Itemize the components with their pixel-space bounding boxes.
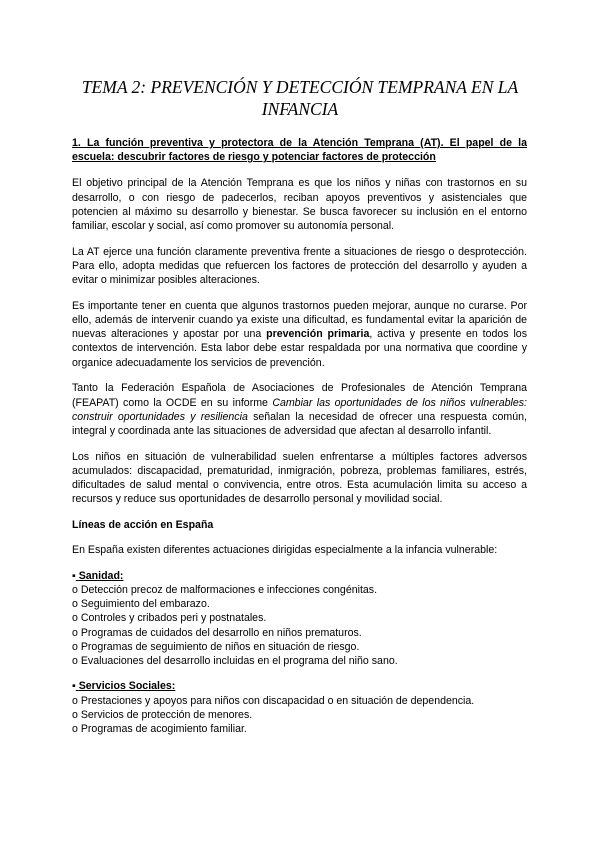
list-item: o Evaluaciones del desarrollo incluidas en el programa del niño sano. <box>72 655 398 668</box>
paragraph-vulnerability: Los niños en situación de vulnerabilidad suelen enfrentarse a múltiples factores adversos acumulados: discapacidad, prematuridad, inmigración, pobreza, problemas familiares, estrés, dificultades de salud mental o convivencia, entre otros. Esta acumulación limita su acceso a recursos y reduce sus oportunidades de desarrollo personal y movilidad social. <box>72 450 527 506</box>
report-title: Cambiar las oportunidades de los niños vulnerables: construir oportunidades y resiliencia <box>72 396 527 423</box>
group-title: Servicios Sociales: <box>78 680 176 693</box>
bullet-icon: ▪ <box>72 680 76 693</box>
section-heading: 1. La función preventiva y protectora de la Atención Temprana (AT). El papel de la escuela: descubrir factores de riesgo y potenciar factores de protección <box>72 137 527 164</box>
group-servicios-sociales <box>72 679 527 736</box>
document-body <box>72 136 527 747</box>
group-title: Sanidad: <box>78 569 124 582</box>
item-list <box>72 583 527 668</box>
page-title: TEMA 2: PREVENCIÓN Y DETECCIÓN TEMPRANA EN LA INFANCIA <box>81 77 519 119</box>
list-item: o Programas de acogimiento familiar. <box>72 722 247 735</box>
list-item: o Servicios de protección de menores. <box>72 708 253 721</box>
bullet-icon: ▪ <box>72 569 76 582</box>
bold-term: prevención primaria <box>266 328 370 341</box>
group-sanidad <box>72 569 527 668</box>
text-segment: Es importante tener en cuenta que algunos trastornos pueden mejorar, aunque no curarse. Por ello, además de intervenir cuando ya existe una dificultad, es fundamental evitar la aparición de nuevas alteraciones y apostar por una <box>72 299 527 341</box>
list-item: o Controles y cribados peri y postnatales. <box>72 612 267 625</box>
subheading: Líneas de acción en España <box>72 518 214 531</box>
list-item: o Prestaciones y apoyos para niños con discapacidad o en situación de dependencia. <box>72 694 475 707</box>
paragraph-objective: El objetivo principal de la Atención Temprana es que los niños y niñas con trastornos en su desarrollo, o con riesgo de padecerlos, reciban apoyos preventivos y asistenciales que potencien al máximo su desarrollo y bienestar. Se busca favorecer su inclusión en el entorno familiar, escolar y social, así como promover su autonomía personal. <box>72 177 527 233</box>
list-item: o Seguimiento del embarazo. <box>72 598 210 611</box>
list-item: o Programas de cuidados del desarrollo en niños prematuros. <box>72 626 362 639</box>
item-list <box>72 694 527 737</box>
text-segment: Tanto la Federación Española de Asociaciones de Profesionales de Atención Temprana (FEAPAT) como la OCDE en su informe <box>72 382 527 409</box>
paragraph-intro-actions: En España existen diferentes actuaciones dirigidas especialmente a la infancia vulnerable: <box>72 544 498 557</box>
paragraph-primary-prevention <box>72 299 527 370</box>
paragraph-feapat-ocde <box>72 381 527 438</box>
list-item: o Detección precoz de malformaciones e infecciones congénitas. <box>72 584 378 597</box>
paragraph-preventive-function: La AT ejerce una función claramente preventiva frente a situaciones de riesgo o desprotección. Para ello, adopta medidas que refuercen los factores de protección del desarrollo y ayuden a evitar o minimizar posibles alteraciones. <box>72 245 527 287</box>
text-segment: señalan la necesidad de ofrecer una respuesta común, integral y coordinada ante las situaciones de adversidad que afectan al desarrollo infantil. <box>72 410 527 437</box>
text-segment: , activa y presente en todos los contextos de intervención. Esta labor debe estar respaldada por una normativa que coordine y organice adecuadamente los servicios de prevención. <box>72 328 527 369</box>
list-item: o Programas de seguimiento de niños en situación de riesgo. <box>72 640 360 653</box>
